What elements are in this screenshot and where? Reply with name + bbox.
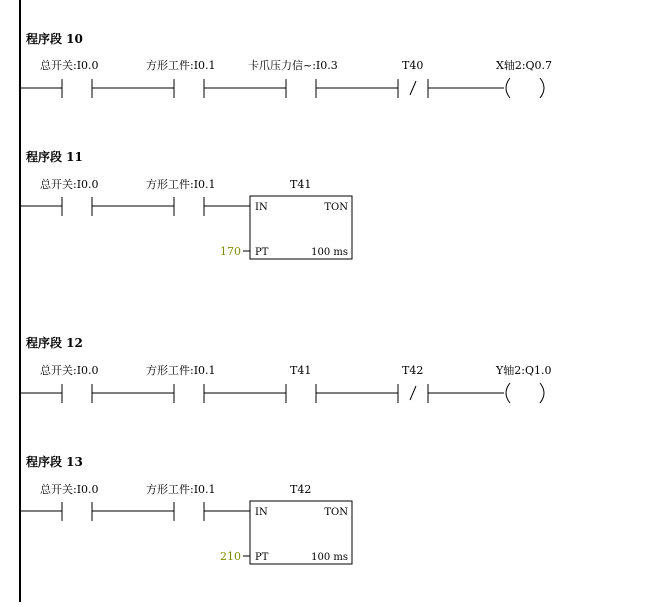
contact-label: T41 xyxy=(290,364,312,377)
no-contact[interactable] xyxy=(62,197,92,216)
no-contact[interactable] xyxy=(174,79,204,98)
no-contact[interactable] xyxy=(174,502,204,521)
network-title: 程序段 13 xyxy=(26,455,83,469)
timer-pt-label: PT xyxy=(255,552,269,563)
contact-label: T42 xyxy=(402,364,424,377)
network-title: 程序段 11 xyxy=(26,150,83,164)
network-title: 程序段 12 xyxy=(26,336,83,350)
timer-in-label: IN xyxy=(255,507,268,518)
network-11 xyxy=(20,149,352,259)
timer-base-label: 100 ms xyxy=(311,552,348,563)
contact-label: 总开关:I0.0 xyxy=(40,178,99,191)
timer-pt-label: PT xyxy=(255,247,269,258)
coil-label: Y轴2:Q1.0 xyxy=(496,364,552,377)
timer-base-label: 100 ms xyxy=(311,247,348,258)
timer-name: T41 xyxy=(290,178,312,191)
timer-type-label: TON xyxy=(324,507,348,518)
no-contact[interactable] xyxy=(62,384,92,403)
contact-label: T40 xyxy=(402,59,424,72)
contact-label: 方形工件:I0.1 xyxy=(146,364,216,377)
contact-label: 卡爪压力信~:I0.3 xyxy=(248,59,338,72)
nc-contact[interactable] xyxy=(398,79,428,98)
contact-label: 总开关:I0.0 xyxy=(40,59,99,72)
timer-name: T42 xyxy=(290,483,312,496)
network-12 xyxy=(20,335,551,403)
no-contact[interactable] xyxy=(286,79,316,98)
network-13 xyxy=(20,454,352,564)
no-contact[interactable] xyxy=(174,197,204,216)
network-title: 程序段 10 xyxy=(26,32,83,46)
nc-contact[interactable] xyxy=(398,384,428,403)
timer-type-label: TON xyxy=(324,202,348,213)
contact-label: 总开关:I0.0 xyxy=(40,364,99,377)
contact-label: 方形工件:I0.1 xyxy=(146,483,216,496)
network-10 xyxy=(20,31,552,98)
timer-preset-value: 170 xyxy=(220,245,241,258)
contact-label: 方形工件:I0.1 xyxy=(146,178,216,191)
coil-label: X轴2:Q0.7 xyxy=(496,59,553,72)
output-coil[interactable] xyxy=(506,383,544,403)
contact-label: 总开关:I0.0 xyxy=(40,483,99,496)
output-coil[interactable] xyxy=(506,78,544,98)
timer-preset-value: 210 xyxy=(220,550,241,563)
timer-in-label: IN xyxy=(255,202,268,213)
no-contact[interactable] xyxy=(62,502,92,521)
no-contact[interactable] xyxy=(286,384,316,403)
contact-label: 方形工件:I0.1 xyxy=(146,59,216,72)
no-contact[interactable] xyxy=(62,79,92,98)
no-contact[interactable] xyxy=(174,384,204,403)
